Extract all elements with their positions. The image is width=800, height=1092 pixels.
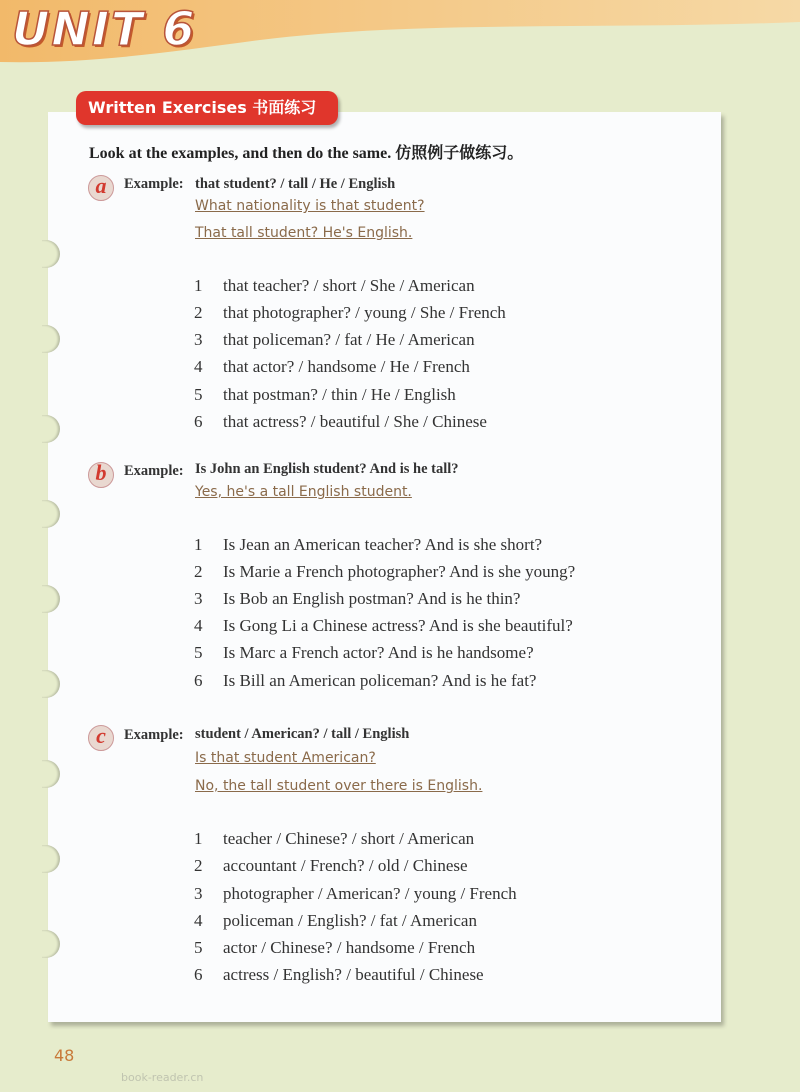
item-number: 3 <box>194 884 203 903</box>
list-item: that photographer? / young / She / French <box>223 303 506 322</box>
example-prompt: that student? / tall / He / English <box>195 176 396 192</box>
unit-title: UNIT 6 <box>12 2 197 56</box>
example-answer: That tall student? He's English. <box>195 225 413 241</box>
item-number: 5 <box>194 643 203 662</box>
example-prompt: Is John an English student? And is he tall? <box>195 461 459 477</box>
example-label: Example: <box>124 727 184 743</box>
item-number: 1 <box>194 535 203 554</box>
item-number: 2 <box>194 562 203 581</box>
list-item: Is Marie a French photographer? And is she young? <box>223 562 576 581</box>
example-answer: Yes, he's a tall English student. <box>195 484 412 500</box>
list-item: that teacher? / short / She / American <box>223 276 475 295</box>
example-answer: Is that student American? <box>195 750 376 766</box>
example-label: Example: <box>124 463 184 479</box>
list-item: teacher / Chinese? / short / American <box>223 829 475 848</box>
list-item: actress / English? / beautiful / Chinese <box>223 965 484 984</box>
example-prompt: student / American? / tall / English <box>195 726 410 742</box>
item-number: 4 <box>194 357 203 376</box>
instructions: Look at the examples, and then do the same. 仿照例子做练习。 <box>89 145 524 162</box>
list-item: that actress? / beautiful / She / Chinese <box>223 412 487 431</box>
list-item: Is Bill an American policeman? And is he fat? <box>223 671 537 690</box>
item-number: 6 <box>194 412 203 431</box>
item-number: 1 <box>194 829 203 848</box>
list-item: Is Jean an American teacher? And is she short? <box>223 535 543 554</box>
list-item: that actor? / handsome / He / French <box>223 357 470 376</box>
list-item: Is Gong Li a Chinese actress? And is she beautiful? <box>223 616 573 635</box>
item-number: 2 <box>194 303 203 322</box>
example-answer: No, the tall student over there is English. <box>195 778 483 794</box>
item-number: 4 <box>194 616 203 635</box>
item-number: 3 <box>194 330 203 349</box>
item-number: 6 <box>194 965 203 984</box>
list-item: Is Bob an English postman? And is he thin? <box>223 589 521 608</box>
section-badge: b <box>88 462 114 488</box>
watermark: book-reader.cn <box>121 1071 204 1084</box>
item-number: 2 <box>194 856 203 875</box>
list-item: actor / Chinese? / handsome / French <box>223 938 476 957</box>
section-badge: a <box>88 175 114 201</box>
example-answer: What nationality is that student? <box>195 198 425 214</box>
item-number: 5 <box>194 938 203 957</box>
section-badge: c <box>88 725 114 751</box>
list-item: photographer / American? / young / French <box>223 884 517 903</box>
item-number: 1 <box>194 276 203 295</box>
list-item: that policeman? / fat / He / American <box>223 330 475 349</box>
item-number: 5 <box>194 385 203 404</box>
list-item: Is Marc a French actor? And is he handsome? <box>223 643 534 662</box>
page-number: 48 <box>54 1046 75 1065</box>
item-number: 4 <box>194 911 203 930</box>
item-number: 3 <box>194 589 203 608</box>
section-header: Written Exercises 书面练习 <box>76 91 338 125</box>
list-item: accountant / French? / old / Chinese <box>223 856 468 875</box>
list-item: that postman? / thin / He / English <box>223 385 456 404</box>
list-item: policeman / English? / fat / American <box>223 911 477 930</box>
item-number: 6 <box>194 671 203 690</box>
example-label: Example: <box>124 176 184 192</box>
